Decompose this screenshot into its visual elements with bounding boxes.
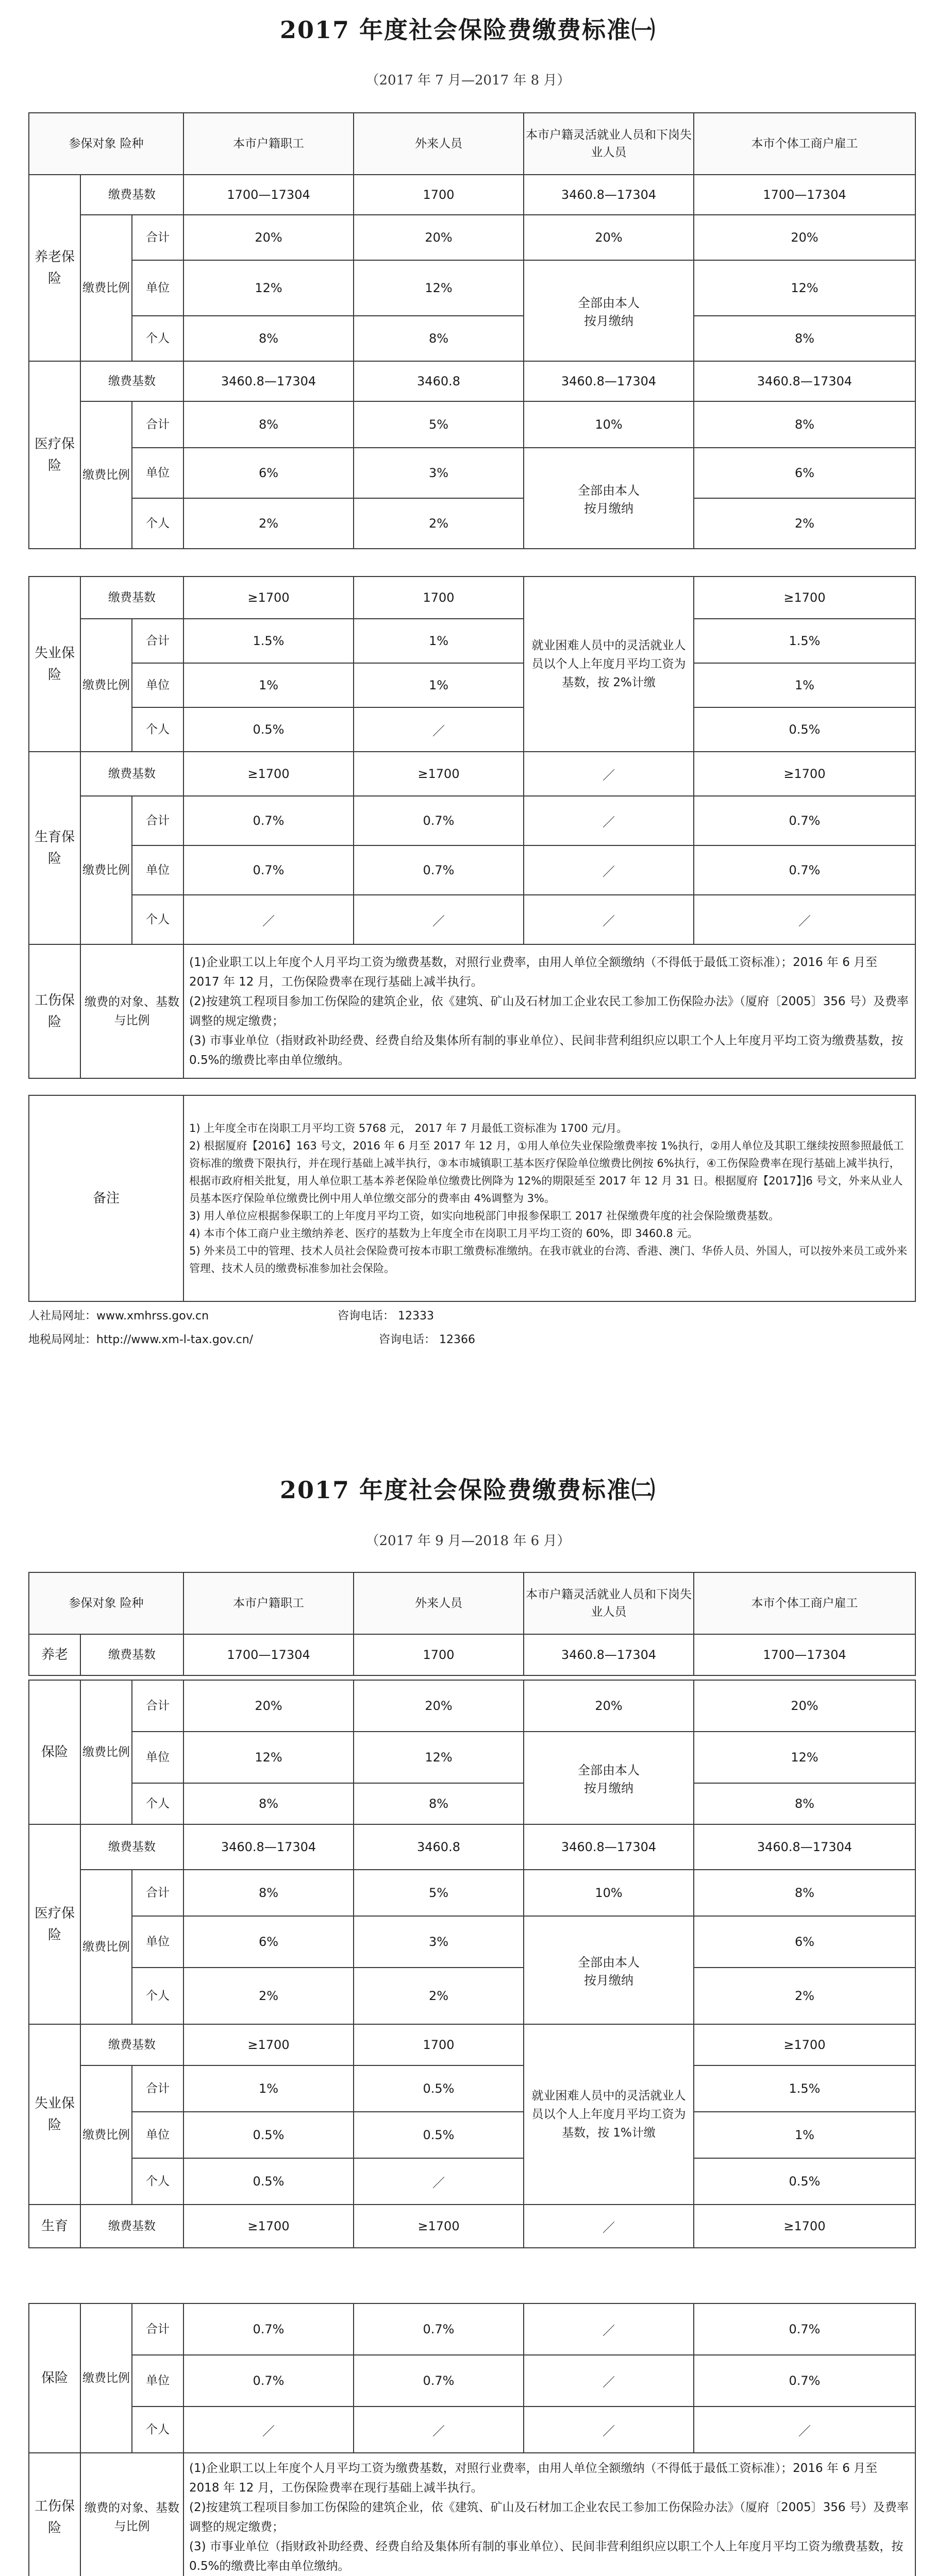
page-subtitle: （2017 年 7 月—2017 年 8 月）: [365, 73, 571, 88]
maternity-base-migrant: ≥1700: [354, 752, 524, 796]
unemployment-personal-local: 0.5%: [183, 2158, 354, 2205]
pension-total-migrant: 20%: [354, 1680, 524, 1732]
tax-website: 地税局网址：http://www.xm-l-tax.gov.cn/: [28, 1333, 254, 1346]
pension-base-migrant: 1700: [354, 175, 524, 215]
medical-total-local: 8%: [183, 401, 354, 448]
medical-unit-local: 6%: [183, 448, 354, 498]
pension-label-cont: 保险: [29, 1680, 80, 1824]
header-migrant-worker: 外来人员: [354, 113, 524, 175]
unemployment-total-selfemp: 1.5%: [694, 619, 915, 663]
maternity-base-selfemp: ≥1700: [694, 2205, 915, 2248]
pension-personal-local: 8%: [183, 316, 354, 361]
pension-label: 养老保险: [29, 175, 80, 361]
unemployment-ratio-label: 缴费比例: [80, 619, 132, 752]
hrss-website: 人社局网址：www.xmhrss.gov.cn: [28, 1310, 209, 1323]
pension-total-selfemp: 20%: [694, 215, 915, 260]
unemployment-base-migrant: 1700: [354, 2024, 524, 2065]
maternity-base-local: ≥1700: [183, 2205, 354, 2248]
maternity-total-selfemp: 0.7%: [694, 796, 915, 845]
maternity-personal-migrant: ／: [354, 895, 524, 944]
pension-flexible-self-paid: 全部由本人 按月缴纳: [524, 260, 694, 361]
unemployment-base-selfemp: ≥1700: [694, 2024, 915, 2065]
unemployment-personal-label: 个人: [132, 2158, 183, 2205]
maternity-label: 生育保险: [29, 752, 80, 944]
medical-base-label: 缴费基数: [80, 361, 183, 401]
maternity-personal-local: ／: [183, 2406, 354, 2453]
medical-total-selfemp: 8%: [694, 401, 915, 448]
maternity-ratio-label: 缴费比例: [80, 2303, 132, 2453]
medical-label: 医疗保险: [29, 361, 80, 549]
unemployment-personal-selfemp: 0.5%: [694, 2158, 915, 2205]
unemployment-base-local: ≥1700: [183, 577, 354, 619]
header-flexible-employee: 本市户籍灵活就业人员和下岗失业人员: [524, 1572, 694, 1634]
unemployment-flexible-note: 就业困难人员中的灵活就业人员以个人上年度月平均工资为基数，按 2%计缴: [524, 577, 694, 752]
injury-label: 工伤保险: [29, 944, 80, 1078]
pension-personal-selfemp: 8%: [694, 1783, 915, 1824]
medical-unit-label: 单位: [132, 448, 183, 498]
injury-label: 工伤保险: [29, 2453, 80, 2576]
medical-base-selfemp: 3460.8—17304: [694, 361, 915, 401]
unemployment-unit-label: 单位: [132, 2112, 183, 2158]
unemployment-total-label: 合计: [132, 2065, 183, 2112]
pension-unit-local: 12%: [183, 1732, 354, 1783]
maternity-personal-flexible: ／: [524, 2406, 694, 2453]
maternity-unit-local: 0.7%: [183, 2355, 354, 2406]
medical-personal-local: 2%: [183, 1968, 354, 2024]
medical-total-label: 合计: [132, 401, 183, 448]
unemployment-base-selfemp: ≥1700: [694, 577, 915, 619]
medical-total-flexible: 10%: [524, 1870, 694, 1916]
medical-unit-migrant: 3%: [354, 448, 524, 498]
maternity-total-local: 0.7%: [183, 796, 354, 845]
pension-base-label: 缴费基数: [80, 175, 183, 215]
pension-base-local: 1700—17304: [183, 1634, 354, 1675]
medical-personal-selfemp: 2%: [694, 498, 915, 549]
maternity-personal-local: ／: [183, 895, 354, 944]
pension-total-flexible: 20%: [524, 1680, 694, 1732]
maternity-total-flexible: ／: [524, 796, 694, 845]
pension-total-label: 合计: [132, 215, 183, 260]
medical-base-migrant: 3460.8: [354, 361, 524, 401]
pension-unit-local: 12%: [183, 260, 354, 316]
unemployment-base-local: ≥1700: [183, 2024, 354, 2065]
pension-personal-label: 个人: [132, 316, 183, 361]
insurance-table-2b: [28, 1680, 916, 2248]
medical-unit-migrant: 3%: [354, 1916, 524, 1968]
pension-base-migrant: 1700: [354, 1634, 524, 1675]
unemployment-personal-selfemp: 0.5%: [694, 707, 915, 752]
maternity-total-label: 合计: [132, 2303, 183, 2355]
maternity-personal-migrant: ／: [354, 2406, 524, 2453]
medical-total-migrant: 5%: [354, 401, 524, 448]
maternity-base-flexible: ／: [524, 2205, 694, 2248]
remarks-table: [28, 1095, 916, 1302]
medical-base-selfemp: 3460.8—17304: [694, 1824, 915, 1870]
pension-personal-migrant: 8%: [354, 1783, 524, 1824]
maternity-label-cont: 保险: [29, 2303, 80, 2453]
insurance-table-2a: [28, 1572, 916, 1676]
pension-base-label: 缴费基数: [80, 1634, 183, 1675]
maternity-total-flexible: ／: [524, 2303, 694, 2355]
pension-unit-selfemp: 12%: [694, 260, 915, 316]
maternity-base-flexible: ／: [524, 752, 694, 796]
pension-personal-label: 个人: [132, 1783, 183, 1824]
maternity-personal-selfemp: ／: [694, 895, 915, 944]
medical-personal-local: 2%: [183, 498, 354, 549]
medical-unit-selfemp: 6%: [694, 448, 915, 498]
injury-details: (1)企业职工以上年度个人月平均工资为缴费基数，对照行业费率，由用人单位全额缴纳（不得低于最低工资标准）；2016 年 6 月至 2017 年 12 月，工伤保险费率在现行基础上减半执行。 (2)按建筑工程项目参加工伤保险的建筑企业，依《建筑、矿山及石材加工企业农民工参加工伤保险办法》（厦府〔2005〕356 号）及费率调整的规定缴费； (3) 市事业单位（指财政补助经费、经费自给及集体所有制的事业单位）、民间非营利组织应以职工个人上年度月平均工资为缴费基数，按 0.5%的缴费比率由单位缴纳。: [183, 944, 915, 1078]
pension-label: 养老: [29, 1634, 80, 1675]
header-self-employed-staff: 本市个体工商户雇工: [694, 113, 915, 175]
medical-base-local: 3460.8—17304: [183, 1824, 354, 1870]
unemployment-unit-local: 1%: [183, 663, 354, 707]
pension-personal-local: 8%: [183, 1783, 354, 1824]
pension-unit-selfemp: 12%: [694, 1732, 915, 1783]
medical-flexible-self-paid: 全部由本人 按月缴纳: [524, 448, 694, 549]
medical-personal-migrant: 2%: [354, 1968, 524, 2024]
unemployment-unit-migrant: 1%: [354, 663, 524, 707]
header-local-employee: 本市户籍职工: [183, 1572, 354, 1634]
unemployment-unit-local: 0.5%: [183, 2112, 354, 2158]
injury-object-label: 缴费的对象、基数与比例: [80, 944, 183, 1078]
maternity-unit-migrant: 0.7%: [354, 2355, 524, 2406]
pension-total-label: 合计: [132, 1680, 183, 1732]
pension-unit-label: 单位: [132, 1732, 183, 1783]
insurance-table-main: [28, 112, 916, 549]
medical-total-flexible: 10%: [524, 401, 694, 448]
pension-base-selfemp: 1700—17304: [694, 1634, 915, 1675]
unemployment-total-local: 1.5%: [183, 619, 354, 663]
maternity-unit-selfemp: 0.7%: [694, 2355, 915, 2406]
medical-unit-selfemp: 6%: [694, 1916, 915, 1968]
maternity-total-label: 合计: [132, 796, 183, 845]
pension-base-flexible: 3460.8—17304: [524, 175, 694, 215]
maternity-unit-label: 单位: [132, 2355, 183, 2406]
maternity-unit-label: 单位: [132, 845, 183, 895]
tax-phone: 咨询电话： 12366: [379, 1333, 475, 1346]
unemployment-label: 失业保险: [29, 2024, 80, 2205]
maternity-ratio-label: 缴费比例: [80, 796, 132, 944]
medical-total-label: 合计: [132, 1870, 183, 1916]
maternity-personal-label: 个人: [132, 895, 183, 944]
header-self-employed-staff: 本市个体工商户雇工: [694, 1572, 915, 1634]
medical-total-migrant: 5%: [354, 1870, 524, 1916]
unemployment-unit-selfemp: 1%: [694, 2112, 915, 2158]
maternity-unit-flexible: ／: [524, 845, 694, 895]
header-local-employee: 本市户籍职工: [183, 113, 354, 175]
unemployment-label: 失业保险: [29, 577, 80, 752]
medical-base-migrant: 3460.8: [354, 1824, 524, 1870]
pension-unit-migrant: 12%: [354, 260, 524, 316]
maternity-base-selfemp: ≥1700: [694, 752, 915, 796]
pension-base-selfemp: 1700—17304: [694, 175, 915, 215]
footer-page1: [28, 1307, 915, 1353]
medical-total-local: 8%: [183, 1870, 354, 1916]
page-title: 2017 年度社会保险费缴费标准㈠: [279, 16, 657, 44]
pension-total-flexible: 20%: [524, 215, 694, 260]
pension-personal-migrant: 8%: [354, 316, 524, 361]
unemployment-flexible-note: 就业困难人员中的灵活就业人员以个人上年度月平均工资为基数，按 1%计缴: [524, 2024, 694, 2205]
medical-base-label: 缴费基数: [80, 1824, 183, 1870]
hrss-phone: 咨询电话： 12333: [338, 1310, 434, 1323]
pension-unit-label: 单位: [132, 260, 183, 316]
medical-personal-label: 个人: [132, 498, 183, 549]
unemployment-base-label: 缴费基数: [80, 2024, 183, 2065]
remarks-details: 1) 上年度全市在岗职工月平均工资 5768 元， 2017 年 7 月最低工资标准为 1700 元/月。 2) 根据厦府【2016】163 号文，2016 年 6 月至 2017 年 12 月，①用人单位失业保险缴费率按 1%执行，②用人单位及其职工继续按照参照最低工资标准的缴费下限执行，并在现行基础上减半执行，③本市城镇职工基本医疗保险单位缴费比例按 6%执行，④工伤保险费率在现行基础上减半执行，根据市政府相关批复，用人单位职工基本养老保险单位缴费比例降为 12%的期限延至 2017 年 12 月 31 日。根据厦府【2017】]6 号文，外来从业人员基本医疗保险单位缴费比例中用人单位缴交部分的费率由 4%调整为 3%。 3) 用人单位应根据参保职工的上年度月平均工资，如实向地税部门申报参保职工 2017 社保缴费年度的社会保险缴费基数。 4) 本市个体工商户业主缴纳养老、医疗的基数为上年度全市在岗职工月平均工资的 60%，即 3460.8 元。 5) 外来员工中的管理、技术人员社会保险费可按本市职工缴费标准缴纳。在我市就业的台湾、香港、澳门、华侨人员、外国人，可以按外来员工或外来管理、技术人员的缴费标准参加社会保险。: [183, 1095, 915, 1301]
pension-total-migrant: 20%: [354, 215, 524, 260]
maternity-base-label: 缴费基数: [80, 752, 183, 796]
unemployment-personal-local: 0.5%: [183, 707, 354, 752]
pension-personal-selfemp: 8%: [694, 316, 915, 361]
injury-details: (1)企业职工以上年度个人月平均工资为缴费基数，对照行业费率，由用人单位全额缴纳（不得低于最低工资标准）；2016 年 6 月至 2018 年 12 月，工伤保险费率在现行基础上减半执行。 (2)按建筑工程项目参加工伤保险的建筑企业，依《建筑、矿山及石材加工企业农民工参加工伤保险办法》（厦府〔2005〕356 号）及费率调整的规定缴费； (3) 市事业单位（指财政补助经费、经费自给及集体所有制的事业单位）、民间非营利组织应以职工个人上年度月平均工资为缴费基数，按 0.5%的缴费比率由单位缴纳。: [183, 2453, 915, 2576]
unemployment-total-selfemp: 1.5%: [694, 2065, 915, 2112]
pension-flexible-self-paid: 全部由本人 按月缴纳: [524, 1732, 694, 1824]
header-corner: 参保对象 险种: [29, 113, 183, 175]
medical-ratio-label: 缴费比例: [80, 401, 132, 549]
medical-ratio-label: 缴费比例: [80, 1870, 132, 2024]
medical-base-flexible: 3460.8—17304: [524, 1824, 694, 1870]
maternity-label: 生育: [29, 2205, 80, 2248]
unemployment-total-migrant: 0.5%: [354, 2065, 524, 2112]
injury-object-label: 缴费的对象、基数与比例: [80, 2453, 183, 2576]
maternity-total-local: 0.7%: [183, 2303, 354, 2355]
pension-ratio-label: 缴费比例: [80, 1680, 132, 1824]
medical-unit-label: 单位: [132, 1916, 183, 1968]
unemployment-total-label: 合计: [132, 619, 183, 663]
unemployment-personal-migrant: ／: [354, 2158, 524, 2205]
maternity-unit-local: 0.7%: [183, 845, 354, 895]
maternity-base-local: ≥1700: [183, 752, 354, 796]
pension-ratio-label: 缴费比例: [80, 215, 132, 361]
maternity-personal-label: 个人: [132, 2406, 183, 2453]
medical-base-flexible: 3460.8—17304: [524, 361, 694, 401]
maternity-base-label: 缴费基数: [80, 2205, 183, 2248]
unemployment-personal-migrant: ／: [354, 707, 524, 752]
medical-unit-local: 6%: [183, 1916, 354, 1968]
insurance-table-2c: [28, 2303, 916, 2576]
header-corner: 参保对象 险种: [29, 1572, 183, 1634]
unemployment-personal-label: 个人: [132, 707, 183, 752]
pension-unit-migrant: 12%: [354, 1732, 524, 1783]
insurance-table-secondary: [28, 576, 916, 1079]
maternity-total-migrant: 0.7%: [354, 2303, 524, 2355]
medical-personal-selfemp: 2%: [694, 1968, 915, 2024]
page-title-2: 2017 年度社会保险费缴费标准㈡: [279, 1476, 657, 1504]
medical-base-local: 3460.8—17304: [183, 361, 354, 401]
medical-personal-label: 个人: [132, 1968, 183, 2024]
unemployment-unit-migrant: 0.5%: [354, 2112, 524, 2158]
maternity-base-migrant: ≥1700: [354, 2205, 524, 2248]
unemployment-unit-label: 单位: [132, 663, 183, 707]
medical-total-selfemp: 8%: [694, 1870, 915, 1916]
medical-personal-migrant: 2%: [354, 498, 524, 549]
medical-flexible-self-paid: 全部由本人 按月缴纳: [524, 1916, 694, 2024]
unemployment-base-migrant: 1700: [354, 577, 524, 619]
pension-total-local: 20%: [183, 215, 354, 260]
maternity-unit-selfemp: 0.7%: [694, 845, 915, 895]
pension-base-local: 1700—17304: [183, 175, 354, 215]
maternity-personal-selfemp: ／: [694, 2406, 915, 2453]
maternity-unit-flexible: ／: [524, 2355, 694, 2406]
maternity-unit-migrant: 0.7%: [354, 845, 524, 895]
unemployment-ratio-label: 缴费比例: [80, 2065, 132, 2205]
maternity-personal-flexible: ／: [524, 895, 694, 944]
pension-total-local: 20%: [183, 1680, 354, 1732]
page-subtitle-2: （2017 年 9 月—2018 年 6 月）: [365, 1533, 571, 1549]
unemployment-unit-selfemp: 1%: [694, 663, 915, 707]
header-migrant-worker: 外来人员: [354, 1572, 524, 1634]
unemployment-total-migrant: 1%: [354, 619, 524, 663]
unemployment-base-label: 缴费基数: [80, 577, 183, 619]
remarks-label: 备注: [29, 1095, 183, 1301]
medical-label: 医疗保险: [29, 1824, 80, 2024]
unemployment-total-local: 1%: [183, 2065, 354, 2112]
pension-base-flexible: 3460.8—17304: [524, 1634, 694, 1675]
pension-total-selfemp: 20%: [694, 1680, 915, 1732]
maternity-total-migrant: 0.7%: [354, 796, 524, 845]
header-flexible-employee: 本市户籍灵活就业人员和下岗失业人员: [524, 113, 694, 175]
maternity-total-selfemp: 0.7%: [694, 2303, 915, 2355]
